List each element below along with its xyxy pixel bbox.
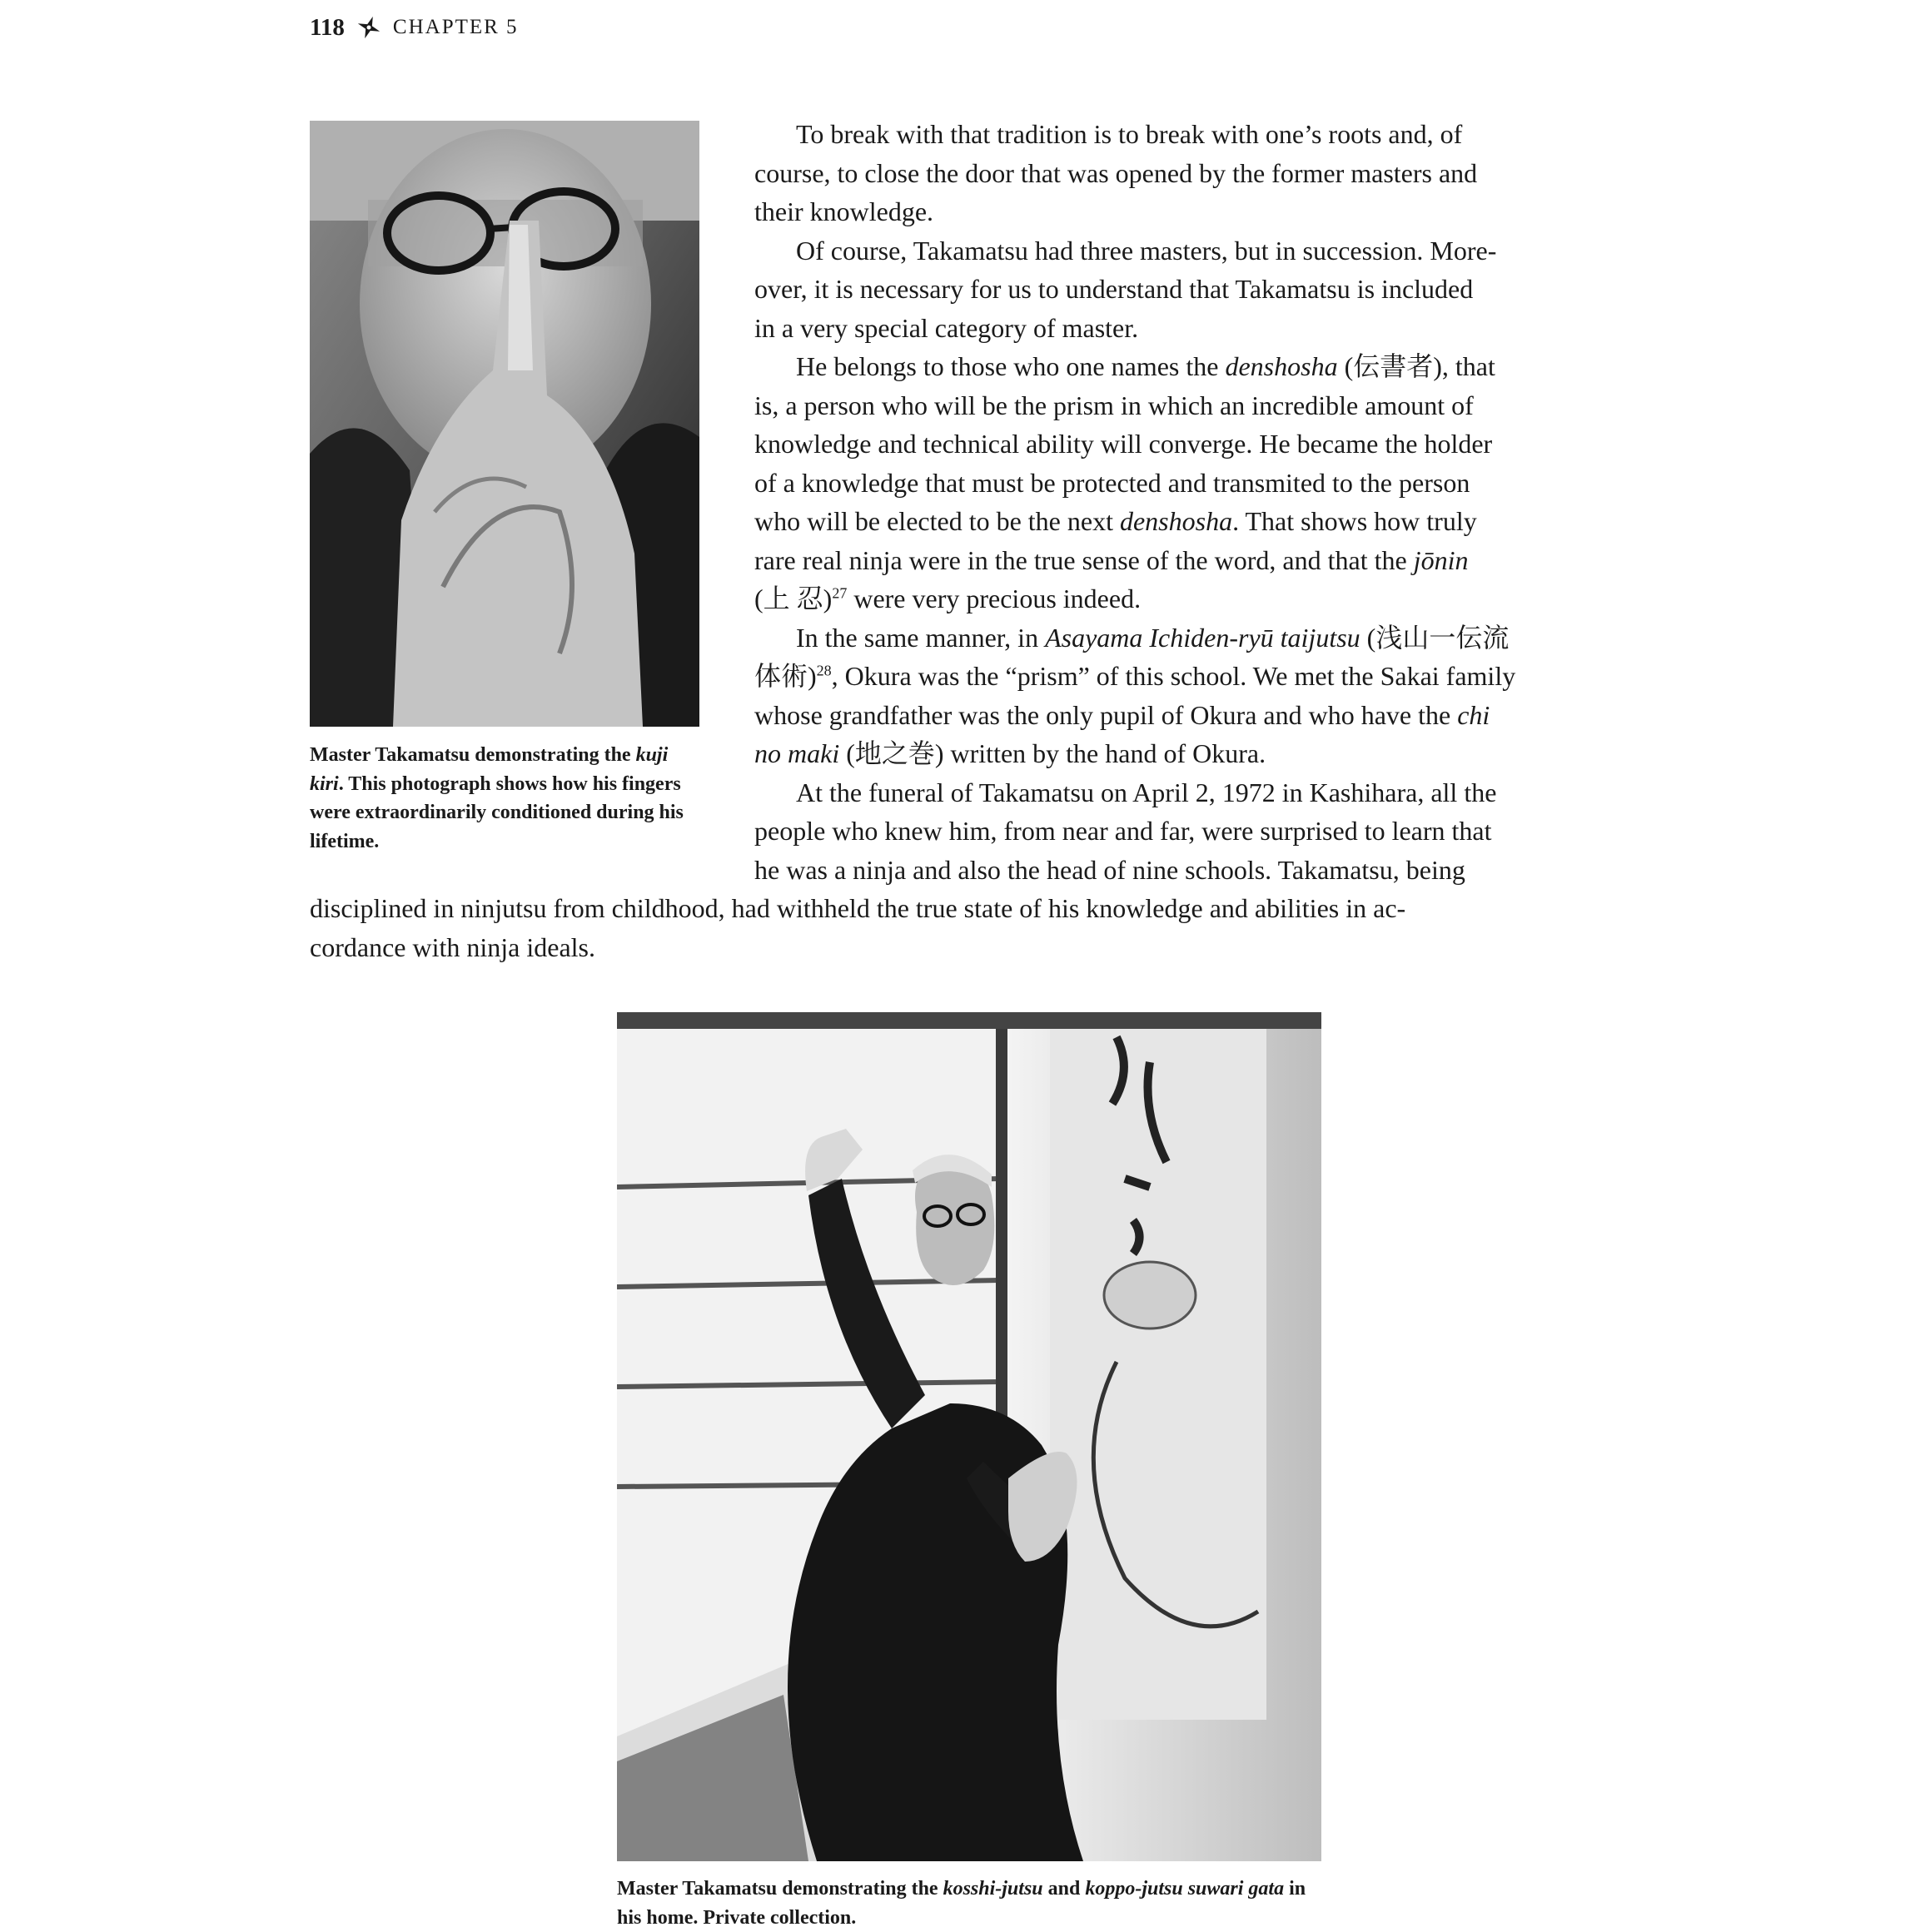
text-line: is, a person who will be the prism in which an incredible amount of [754, 390, 1474, 420]
caption-term: suwari gata [1187, 1878, 1285, 1900]
text-line: (上 忍)$^{27}$ were very precious indeed. [754, 584, 1142, 613]
caption-text: in his home. Private collection. [617, 1878, 1306, 1929]
caption-text: and [1042, 1878, 1086, 1900]
caption-text: . This photograph shows how his fingers were extraordinarily conditioned during his lifetime. [310, 772, 684, 852]
text-line: 体術)$^{28}$, Okura was the “prism” of this school. We met the Sakai family [754, 661, 1516, 691]
shuriken-icon [356, 15, 381, 40]
text-line: He belongs to those who one names the denshosha (伝書者), that [796, 351, 1495, 381]
text-line: he was a ninja and also the head of nine schools. Takamatsu, being [754, 854, 1465, 885]
text-line: their knowledge. [754, 196, 934, 226]
running-header [310, 7, 519, 48]
text-line: To break with that tradition is to break with one’s roots and, of [796, 119, 1463, 149]
chapter-label: CHAPTER 5 [392, 16, 519, 38]
text-line: In the same manner, in Asayama Ichiden-ryū taijutsu (浅山一伝流 [796, 622, 1510, 653]
text-line: people who knew him, from near and far, were surprised to learn that [754, 816, 1492, 846]
text-line: no maki (地之巻) written by the hand of Okura. [754, 738, 1266, 768]
text-line: in a very special category of master. [754, 312, 1139, 343]
caption-term: kuji kiri [310, 744, 669, 795]
caption-term: koppo-jutsu [1085, 1878, 1183, 1900]
text-line: over, it is necessary for us to understand that Takamatsu is included [754, 274, 1474, 304]
text-line: cordance with ninja ideals. [310, 931, 595, 962]
suwari-gata-photo [617, 1012, 1321, 1861]
kuji-kiri-photo [310, 121, 699, 727]
text-line: rare real ninja were in the true sense of the word, and that the jōnin [754, 544, 1469, 575]
text-line: whose grandfather was the only pupil of Okura and who have the chi [754, 699, 1490, 730]
text-line: At the funeral of Takamatsu on April 2, 1972 in Kashihara, all the [796, 777, 1497, 807]
caption-kuji-kiri [310, 741, 701, 856]
text-line: of a knowledge that must be protected and transmited to the person [754, 467, 1470, 498]
text-line: Of course, Takamatsu had three masters, but in succession. More- [796, 235, 1497, 266]
caption-text: Master Takamatsu demonstrating the [310, 744, 636, 766]
text-line: knowledge and technical ability will converge. He became the holder [754, 429, 1493, 459]
text-line: who will be elected to be the next denshosha. That shows how truly [754, 506, 1477, 536]
text-line: course, to close the door that was opened by the former masters and [754, 157, 1478, 188]
text-line: disciplined in ninjutsu from childhood, had withheld the true state of his knowledge and abilities in ac- [310, 893, 1406, 923]
caption-text: Master Takamatsu demonstrating the [617, 1878, 943, 1900]
caption-suwari-gata [617, 1875, 1321, 1932]
page-number: 118 [310, 13, 345, 41]
caption-term: kosshi-jutsu [943, 1878, 1043, 1900]
